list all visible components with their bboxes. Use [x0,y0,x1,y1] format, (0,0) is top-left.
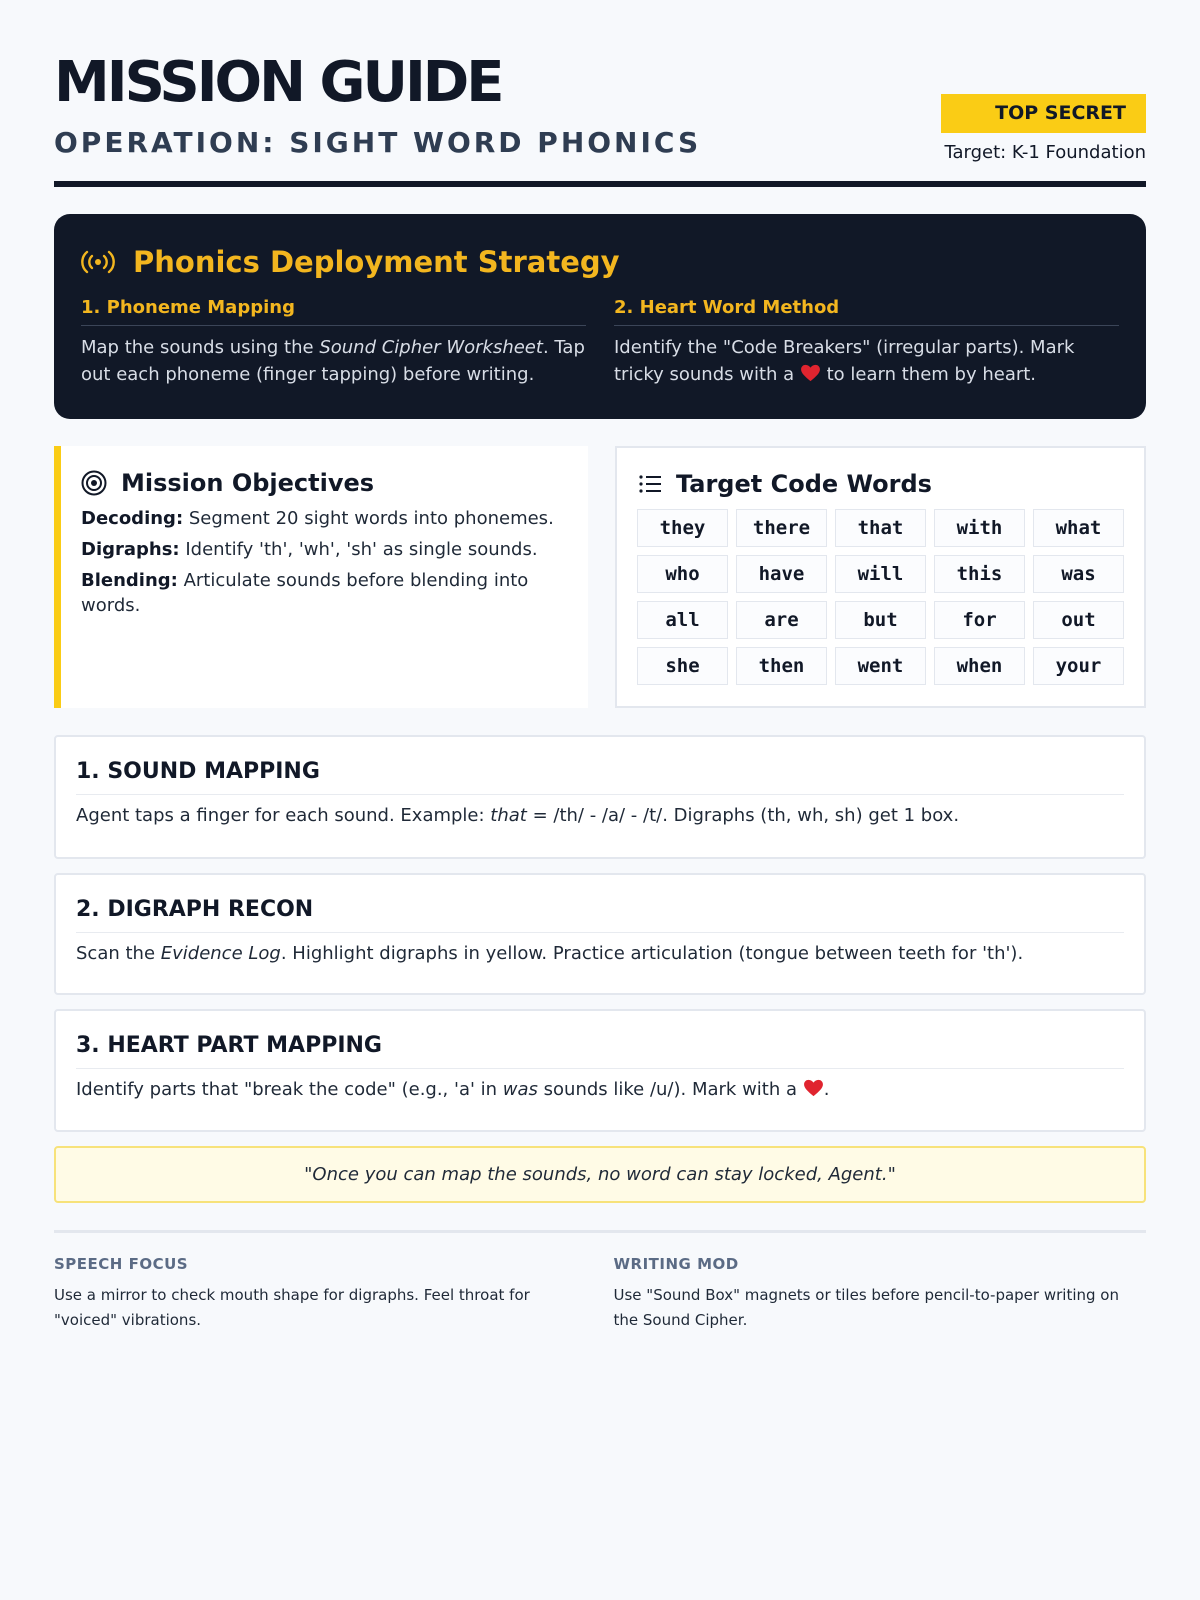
footer-divider [54,1230,1146,1233]
top-secret-badge: TOP SECRET [941,94,1146,133]
sound-mapping-text [76,805,1124,826]
strategy-banner [54,214,1146,419]
page-subtitle: OPERATION: SIGHT WORD PHONICS [54,126,702,159]
objective-label: Blending: [81,570,178,591]
step-text-c: . [823,1079,830,1100]
code-word: she [637,647,728,685]
code-word: what [1033,509,1124,547]
mission-objectives-panel [54,446,588,708]
heart-word-text [614,334,1119,388]
phoneme-mapping-column [81,297,586,388]
code-word: who [637,555,728,593]
heart-word-text-a: Identify the "Code Breakers" (irregular parts). Mark tricky sounds with a [614,337,1075,385]
writing-mod-note [614,1255,1147,1333]
digraph-recon-text [76,943,1124,964]
writing-mod-text: Use "Sound Box" magnets or tiles before pencil-to-paper writing on the Sound Cipher. [613,1286,1119,1329]
sound-mapping-card [54,735,1146,859]
heart-part-mapping-title: 3. HEART PART MAPPING [76,1033,1124,1069]
sound-mapping-title: 1. SOUND MAPPING [76,759,1124,795]
objective-text: Articulate sounds before blending into words. [81,570,529,616]
code-word: but [835,601,926,639]
code-words-title: Target Code Words [676,470,932,498]
code-words-grid [637,509,1124,685]
heart-icon [800,364,821,382]
heart-word-text-b: to learn them by heart. [820,364,1037,385]
code-word: all [637,601,728,639]
page-header [54,0,1146,187]
code-word: for [934,601,1025,639]
heart-icon [803,1079,824,1097]
objectives-list [81,506,568,618]
step-emphasis: that [490,805,527,826]
code-word: there [736,509,827,547]
heart-word-heading: 2. Heart Word Method [614,297,1119,326]
code-word: when [934,647,1025,685]
code-word: will [835,555,926,593]
objective-label: Decoding: [81,508,184,529]
phoneme-mapping-heading: 1. Phoneme Mapping [81,297,586,326]
target-icon [81,470,107,496]
objective-text: Segment 20 sight words into phonemes. [183,508,554,529]
step-emphasis: was [502,1079,538,1100]
step-emphasis: Evidence Log [160,943,281,964]
page-footer [54,1255,1146,1333]
phoneme-mapping-text-b: . Tap out each phoneme (finger tapping) before writing. [81,337,585,385]
step-text-a: Agent taps a finger for each sound. Example: [76,805,491,826]
step-text-a: Identify parts that "break the code" (e.g., 'a' in [76,1079,503,1100]
code-word: out [1033,601,1124,639]
objectives-header [81,468,568,498]
strategy-columns [81,297,1119,388]
code-word: that [835,509,926,547]
radio-signal-icon [81,250,115,274]
speech-focus-heading: SPEECH FOCUS [54,1255,189,1273]
heart-word-column [614,297,1119,388]
code-word: went [835,647,926,685]
code-word: this [934,555,1025,593]
strategy-header [81,244,1119,280]
code-words-header [638,468,1124,500]
motivational-quote: "Once you can map the sounds, no word can stay locked, Agent." [54,1146,1146,1203]
objective-text: Identify 'th', 'wh', 'sh' as single sounds. [179,539,538,560]
step-text-b: = /th/ - /a/ - /t/. Digraphs (th, wh, sh) get 1 box. [526,805,960,826]
objective-item-digraphs [81,537,568,562]
digraph-recon-card [54,873,1146,995]
phoneme-mapping-text [81,334,586,388]
step-text-b: sounds like /u/). Mark with a [537,1079,803,1100]
objective-item-decoding [81,506,568,531]
heart-part-mapping-text [76,1079,1124,1100]
digraph-recon-title: 2. DIGRAPH RECON [76,897,1124,933]
objective-label: Digraphs: [81,539,180,560]
sound-cipher-worksheet-emphasis: Sound Cipher Worksheet [319,337,543,358]
step-text-a: Scan the [76,943,161,964]
code-word: they [637,509,728,547]
list-icon [638,473,662,495]
code-word: are [736,601,827,639]
code-word: your [1033,647,1124,685]
code-word: have [736,555,827,593]
speech-focus-note [54,1255,587,1333]
heart-part-mapping-card [54,1009,1146,1132]
speech-focus-text: Use a mirror to check mouth shape for digraphs. Feel throat for "voiced" vibrations. [54,1286,530,1329]
middle-section [54,446,1146,708]
objective-item-blending [81,568,568,618]
phoneme-mapping-text-a: Map the sounds using the [81,337,320,358]
code-word: was [1033,555,1124,593]
writing-mod-heading: WRITING MOD [613,1255,739,1273]
code-word: with [934,509,1025,547]
strategy-title: Phonics Deployment Strategy [133,245,620,279]
target-audience: Target: K-1 Foundation [944,142,1146,163]
code-word: then [736,647,827,685]
step-text-b: . Highlight digraphs in yellow. Practice articulation (tongue between teeth for 'th'). [280,943,1024,964]
header-divider [54,181,1146,187]
objectives-title: Mission Objectives [121,469,375,497]
page-title: MISSION GUIDE [54,50,502,115]
target-code-words-panel [615,446,1146,708]
